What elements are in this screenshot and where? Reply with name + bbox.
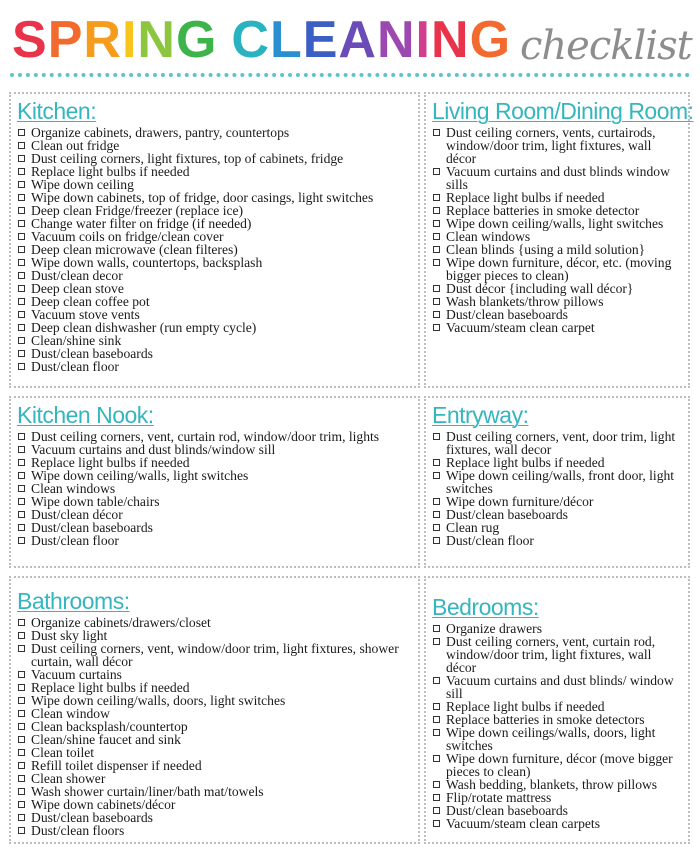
title-letter: I	[415, 11, 431, 69]
checklist-item-label: Dust/clean baseboards	[446, 507, 568, 522]
checklist-item-label: Dust/clean floor	[31, 359, 119, 374]
page-title	[12, 10, 511, 70]
checklist-item-label: Vacuum coils on fridge/clean cover	[31, 229, 224, 244]
checklist-item-label: Vacuum/steam clean carpets	[446, 816, 600, 831]
checklist-item[interactable]	[17, 534, 412, 547]
checklist-item-label: Wipe down cabinets, top of fridge, door casings, light switches	[31, 190, 374, 205]
checklist-item-label: Wash bedding, blankets, throw pillows	[446, 777, 658, 792]
checklist-item-label: Vacuum curtains and dust blinds/window sill	[31, 442, 276, 457]
checklist-item-label: Organize cabinets/drawers/closet	[31, 615, 211, 630]
checklist-item-label: Replace light bulbs if needed	[446, 190, 605, 205]
checklist-item-label: Dust ceiling corners, vent, curtain rod, window/door trim, light fixtures, wall décor	[446, 634, 656, 675]
checklist-item-label: Wipe down furniture/décor	[446, 494, 594, 509]
checklist-item-label: Clean window	[31, 706, 110, 721]
title-letter: S	[12, 11, 48, 69]
checklist-item-label: Dust/clean décor	[31, 507, 123, 522]
section-bedrooms	[424, 576, 690, 844]
section-title: Entryway:	[432, 402, 529, 428]
checklist-item-label: Deep clean dishwasher (run empty cycle)	[31, 320, 257, 335]
checklist-item-label: Dust ceiling corners, light fixtures, top of cabinets, fridge	[31, 151, 344, 166]
checklist-item-label: Clean/shine faucet and sink	[31, 732, 181, 747]
checklist-item-label: Dust/clean baseboards	[31, 346, 153, 361]
checklist-item-label: Wipe down ceiling/walls, light switches	[31, 468, 249, 483]
checklist-item[interactable]	[432, 430, 682, 456]
checklist-item-label: Clean backsplash/countertop	[31, 719, 188, 734]
checklist-item-label: Clean toilet	[31, 745, 95, 760]
checklist-item-label: Clean out fridge	[31, 138, 120, 153]
checklist-item-label: Replace light bulbs if needed	[31, 164, 190, 179]
checklist-item-label: Change water filter on fridge (if needed)	[31, 216, 252, 231]
checklist-item-label: Vacuum curtains and dust blinds window sills	[446, 164, 670, 192]
checklist-item-label: Dust sky light	[31, 628, 108, 643]
section-title: Bedrooms:	[432, 594, 539, 620]
checklist-item[interactable]	[432, 726, 682, 752]
checklist-item-label: Wash blankets/throw pillows	[446, 294, 604, 309]
checklist-item-label: Dust/clean baseboards	[31, 520, 153, 535]
checklist-item-label: Clean/shine sink	[31, 333, 122, 348]
checklist-item-label: Dust/clean baseboards	[31, 810, 153, 825]
checklist-item-label: Wipe down furniture, décor, etc. (moving bigger pieces to clean)	[446, 255, 672, 283]
title-letter: P	[47, 11, 84, 69]
checklist-item[interactable]	[17, 360, 412, 373]
checklist-item-label: Wipe down table/chairs	[31, 494, 160, 509]
checklist-item-label: Vacuum curtains	[31, 667, 122, 682]
title-letter: I	[121, 11, 138, 69]
checklist-item[interactable]	[432, 256, 682, 282]
checklist-item-label: Dust décor {including wall décor}	[446, 281, 634, 296]
checklist-item-label: Dust ceiling corners, vent, door trim, light fixtures, wall decor	[446, 429, 676, 457]
checklist-item-label: Replace light bulbs if needed	[31, 455, 190, 470]
checklist-item-label: Clean windows	[446, 229, 531, 244]
section-title: Kitchen:	[17, 98, 97, 124]
section-kitchen-nook	[9, 396, 420, 568]
title-letter: A	[338, 11, 377, 69]
checklist-item-label: Clean rug	[446, 520, 500, 535]
checklist-item-label: Dust/clean decor	[31, 268, 123, 283]
checklist-item-label: Wipe down cabinets/décor	[31, 797, 176, 812]
checklist-item-label: Vacuum stove vents	[31, 307, 140, 322]
checklist-item[interactable]	[432, 674, 682, 700]
checklist-item[interactable]	[432, 165, 682, 191]
checklist-item-label: Wipe down ceiling/walls, light switches	[446, 216, 664, 231]
checklist-item[interactable]	[432, 817, 682, 830]
section-title: Bathrooms:	[17, 588, 130, 614]
title-letter: G	[469, 11, 512, 69]
title-letter: C	[231, 11, 270, 69]
checklist-item[interactable]	[432, 752, 682, 778]
checklist-item-label: Replace batteries in smoke detector	[446, 203, 640, 218]
checklist-item-label: Wash shower curtain/liner/bath mat/towels	[31, 784, 264, 799]
checklist	[432, 430, 682, 547]
checklist-item-label: Vacuum/steam clean carpet	[446, 320, 595, 335]
checklist-item-label: Deep clean microwave (clean filteres)	[31, 242, 238, 257]
checklist-item-label: Clean blinds {using a mild solution}	[446, 242, 646, 257]
checklist-item[interactable]	[17, 824, 412, 837]
checklist-item-label: Replace batteries in smoke detectors	[446, 712, 645, 727]
checklist-item-label: Wipe down ceiling	[31, 177, 134, 192]
checklist-item-label: Flip/rotate mattress	[446, 790, 552, 805]
checklist	[17, 616, 412, 837]
checklist-item-label: Dust ceiling corners, vents, curtairods, window/door trim, light fixtures, wall décor	[446, 125, 656, 166]
checklist	[17, 126, 412, 373]
checklist-item-label: Wipe down walls, countertops, backsplash	[31, 255, 263, 270]
title-letter: L	[269, 11, 303, 69]
checklist-item-label: Dust ceiling corners, vent, window/door trim, light fixtures, shower curtain, wall décor	[31, 641, 399, 669]
title-letter: N	[431, 11, 470, 69]
header	[0, 0, 700, 80]
checklist-item-label: Wipe down ceiling/walls, doors, light switches	[31, 693, 286, 708]
checklist-item-label: Deep clean coffee pot	[31, 294, 150, 309]
checklist-item[interactable]	[432, 534, 682, 547]
checklist-item[interactable]	[17, 642, 412, 668]
checklist-item-label: Dust/clean baseboards	[446, 803, 568, 818]
checklist-item-label: Deep clean Fridge/freezer (replace ice)	[31, 203, 244, 218]
checklist-item-label: Wipe down ceiling/walls, front door, light switches	[446, 468, 675, 496]
section-entryway	[424, 396, 690, 568]
checklist-item-label: Clean shower	[31, 771, 106, 786]
section-kitchen	[9, 92, 420, 388]
checklist-item-label: Wipe down ceilings/walls, doors, light switches	[446, 725, 656, 753]
checklist	[432, 126, 682, 334]
title-letter: R	[83, 11, 122, 69]
title-letter: N	[137, 11, 176, 69]
checklist-item[interactable]	[432, 126, 682, 165]
checklist-item-label: Dust/clean floors	[31, 823, 125, 838]
title-letter: N	[376, 11, 416, 69]
checklist-item-label: Clean windows	[31, 481, 116, 496]
checklist-item-label: Wipe down furniture, décor (move bigger pieces to clean)	[446, 751, 673, 779]
checklist-item-label: Dust/clean floor	[31, 533, 119, 548]
title-letter: E	[302, 11, 339, 69]
checklist-item-label: Dust ceiling corners, vent, curtain rod, window/door trim, lights	[31, 429, 380, 444]
checklist-item[interactable]	[432, 635, 682, 674]
title-letter: G	[175, 11, 218, 69]
checklist-item-label: Dust/clean floor	[446, 533, 534, 548]
checklist-item[interactable]	[432, 469, 682, 495]
checklist	[17, 430, 412, 547]
checklist-item-label: Organize drawers	[446, 621, 542, 636]
checklist-item-label: Replace light bulbs if needed	[31, 680, 190, 695]
checklist-item-label: Vacuum curtains and dust blinds/ window sill	[446, 673, 674, 701]
section-bathrooms	[9, 576, 420, 844]
checklist-item[interactable]	[432, 321, 682, 334]
page-subtitle: checklist	[520, 23, 692, 69]
checklist	[432, 622, 682, 830]
section-living-dining	[424, 92, 694, 388]
checklist-item-label: Replace light bulbs if needed	[446, 699, 605, 714]
checklist-item-label: Replace light bulbs if needed	[446, 455, 605, 470]
header-divider	[10, 73, 690, 77]
checklist-item-label: Organize cabinets, drawers, pantry, countertops	[31, 125, 290, 140]
section-title: Living Room/Dining Room:	[432, 98, 694, 124]
checklist-item-label: Dust/clean baseboards	[446, 307, 568, 322]
checklist-item-label: Refill toilet dispenser if needed	[31, 758, 202, 773]
section-title: Kitchen Nook:	[17, 402, 154, 428]
checklist-item-label: Deep clean stove	[31, 281, 124, 296]
